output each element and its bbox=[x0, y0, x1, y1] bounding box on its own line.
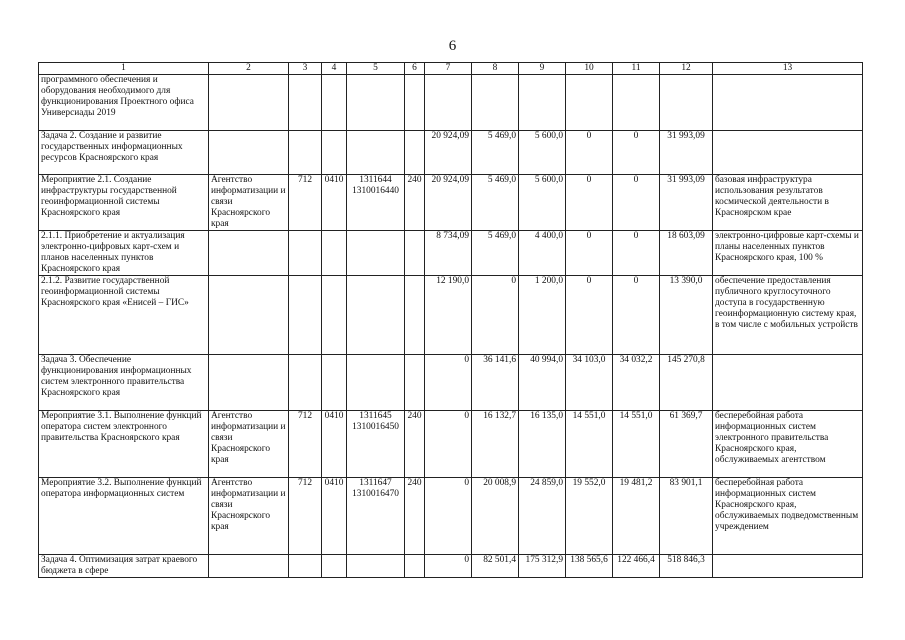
rzpr-code-cell bbox=[322, 555, 347, 578]
vr-code-cell bbox=[405, 231, 425, 276]
header-cell: 9 bbox=[519, 63, 566, 75]
amount-cell bbox=[566, 75, 613, 131]
vr-code-cell bbox=[405, 276, 425, 355]
grbs-code-cell bbox=[289, 555, 322, 578]
amount-cell: 34 103,0 bbox=[566, 355, 613, 411]
amount-cell: 175 312,9 bbox=[519, 555, 566, 578]
amount-cell: 0 bbox=[566, 276, 613, 355]
amount-cell: 0 bbox=[472, 276, 519, 355]
csr-code-cell: 1311647 1310016470 bbox=[347, 478, 405, 555]
csr-code-cell bbox=[347, 75, 405, 131]
amount-cell: 0 bbox=[613, 231, 660, 276]
amount-cell: 0 bbox=[566, 231, 613, 276]
grbs-code-cell bbox=[289, 75, 322, 131]
amount-cell: 0 bbox=[613, 131, 660, 175]
header-cell: 10 bbox=[566, 63, 613, 75]
amount-cell: 4 400,0 bbox=[519, 231, 566, 276]
amount-cell: 82 501,4 bbox=[472, 555, 519, 578]
table-row bbox=[39, 175, 863, 231]
total-cell: 61 369,7 bbox=[660, 411, 713, 478]
amount-cell: 19 552,0 bbox=[566, 478, 613, 555]
amount-cell: 0 bbox=[425, 355, 472, 411]
task-name-cell: 2.1.2. Развитие государственной геоинформационной системы Красноярского края «Енисей – ГИС» bbox=[39, 276, 209, 355]
expected-result-cell: обеспечение предоставления публичного круглосуточного доступа в государственную геоинформационную систему края, в том числе с мобильных устройств bbox=[713, 276, 863, 355]
amount-cell: 0 bbox=[566, 131, 613, 175]
csr-code-cell: 1311644 1310016440 bbox=[347, 175, 405, 231]
budget-table bbox=[38, 62, 863, 578]
task-name-cell: программного обеспечения и оборудования необходимого для функционирования Проектного офиса Универсиады 2019 bbox=[39, 75, 209, 131]
rzpr-code-cell bbox=[322, 355, 347, 411]
amount-cell: 122 466,4 bbox=[613, 555, 660, 578]
task-name-cell: Мероприятие 2.1. Создание инфраструктуры государственной геоинформационной системы Красноярского края bbox=[39, 175, 209, 231]
amount-cell: 0 bbox=[425, 411, 472, 478]
header-cell: 3 bbox=[289, 63, 322, 75]
amount-cell: 24 859,0 bbox=[519, 478, 566, 555]
amount-cell: 5 469,0 bbox=[472, 175, 519, 231]
rzpr-code-cell bbox=[322, 231, 347, 276]
expected-result-cell bbox=[713, 555, 863, 578]
executor-cell bbox=[209, 131, 289, 175]
amount-cell: 5 600,0 bbox=[519, 175, 566, 231]
vr-code-cell bbox=[405, 355, 425, 411]
rzpr-code-cell bbox=[322, 276, 347, 355]
total-cell: 13 390,0 bbox=[660, 276, 713, 355]
amount-cell bbox=[613, 75, 660, 131]
grbs-code-cell: 712 bbox=[289, 411, 322, 478]
rzpr-code-cell: 0410 bbox=[322, 411, 347, 478]
amount-cell: 5 600,0 bbox=[519, 131, 566, 175]
total-cell bbox=[660, 75, 713, 131]
expected-result-cell bbox=[713, 355, 863, 411]
csr-code-cell bbox=[347, 231, 405, 276]
executor-cell: Агентство информатизации и связи Красноярского края bbox=[209, 411, 289, 478]
amount-cell: 5 469,0 bbox=[472, 231, 519, 276]
amount-cell: 19 481,2 bbox=[613, 478, 660, 555]
table-row bbox=[39, 75, 863, 131]
amount-cell: 8 734,09 bbox=[425, 231, 472, 276]
csr-code-cell: 1311645 1310016450 bbox=[347, 411, 405, 478]
task-name-cell: Задача 3. Обеспечение функционирования информационных систем электронного правительства Красноярского края bbox=[39, 355, 209, 411]
executor-cell: Агентство информатизации и связи Красноярского края bbox=[209, 478, 289, 555]
vr-code-cell: 240 bbox=[405, 175, 425, 231]
expected-result-cell: бесперебойная работа информационных систем электронного правительства Красноярского края, обслуживаемых агентством bbox=[713, 411, 863, 478]
rzpr-code-cell: 0410 bbox=[322, 478, 347, 555]
csr-code-cell bbox=[347, 131, 405, 175]
rzpr-code-cell: 0410 bbox=[322, 175, 347, 231]
task-name-cell: Мероприятие 3.2. Выполнение функций оператора информационных систем bbox=[39, 478, 209, 555]
amount-cell: 0 bbox=[566, 175, 613, 231]
header-cell: 2 bbox=[209, 63, 289, 75]
amount-cell: 5 469,0 bbox=[472, 131, 519, 175]
amount-cell: 12 190,0 bbox=[425, 276, 472, 355]
executor-cell bbox=[209, 276, 289, 355]
task-name-cell: Мероприятие 3.1. Выполнение функций оператора систем электронного правительства Красноярского края bbox=[39, 411, 209, 478]
task-name-cell: Задача 2. Создание и развитие государственных информационных ресурсов Красноярского края bbox=[39, 131, 209, 175]
executor-cell bbox=[209, 555, 289, 578]
grbs-code-cell bbox=[289, 355, 322, 411]
amount-cell: 0 bbox=[613, 276, 660, 355]
amount-cell: 40 994,0 bbox=[519, 355, 566, 411]
total-cell: 518 846,3 bbox=[660, 555, 713, 578]
amount-cell: 14 551,0 bbox=[566, 411, 613, 478]
grbs-code-cell bbox=[289, 276, 322, 355]
header-cell: 7 bbox=[425, 63, 472, 75]
header-cell: 8 bbox=[472, 63, 519, 75]
executor-cell bbox=[209, 355, 289, 411]
header-cell: 13 bbox=[713, 63, 863, 75]
amount-cell: 0 bbox=[425, 555, 472, 578]
amount-cell bbox=[519, 75, 566, 131]
header-row bbox=[39, 63, 863, 75]
page-number: 6 bbox=[448, 38, 457, 54]
expected-result-cell: бесперебойная работа информационных систем Красноярского края, обслуживаемых подведомственным учреждением bbox=[713, 478, 863, 555]
table-row bbox=[39, 231, 863, 276]
rzpr-code-cell bbox=[322, 75, 347, 131]
csr-code-cell bbox=[347, 555, 405, 578]
amount-cell: 20 924,09 bbox=[425, 175, 472, 231]
rzpr-code-cell bbox=[322, 131, 347, 175]
amount-cell: 14 551,0 bbox=[613, 411, 660, 478]
amount-cell bbox=[472, 75, 519, 131]
header-cell: 1 bbox=[39, 63, 209, 75]
vr-code-cell bbox=[405, 555, 425, 578]
executor-cell bbox=[209, 231, 289, 276]
vr-code-cell: 240 bbox=[405, 411, 425, 478]
amount-cell: 1 200,0 bbox=[519, 276, 566, 355]
table-row bbox=[39, 131, 863, 175]
vr-code-cell bbox=[405, 75, 425, 131]
total-cell: 31 993,09 bbox=[660, 175, 713, 231]
header-cell: 6 bbox=[405, 63, 425, 75]
total-cell: 18 603,09 bbox=[660, 231, 713, 276]
expected-result-cell: базовая инфраструктура использования результатов космической деятельности в Красноярском крае bbox=[713, 175, 863, 231]
table-row bbox=[39, 555, 863, 578]
amount-cell: 34 032,2 bbox=[613, 355, 660, 411]
amount-cell: 0 bbox=[425, 478, 472, 555]
amount-cell: 20 008,9 bbox=[472, 478, 519, 555]
header-cell: 4 bbox=[322, 63, 347, 75]
executor-cell bbox=[209, 75, 289, 131]
amount-cell: 16 135,0 bbox=[519, 411, 566, 478]
executor-cell: Агентство информатизации и связи Красноярского края bbox=[209, 175, 289, 231]
header-cell: 12 bbox=[660, 63, 713, 75]
amount-cell: 0 bbox=[613, 175, 660, 231]
vr-code-cell bbox=[405, 131, 425, 175]
vr-code-cell: 240 bbox=[405, 478, 425, 555]
table-row bbox=[39, 411, 863, 478]
expected-result-cell bbox=[713, 131, 863, 175]
csr-code-cell bbox=[347, 355, 405, 411]
header-cell: 11 bbox=[613, 63, 660, 75]
grbs-code-cell: 712 bbox=[289, 175, 322, 231]
total-cell: 145 270,8 bbox=[660, 355, 713, 411]
table-row bbox=[39, 355, 863, 411]
amount-cell bbox=[425, 75, 472, 131]
grbs-code-cell: 712 bbox=[289, 478, 322, 555]
header-cell: 5 bbox=[347, 63, 405, 75]
expected-result-cell: электронно-цифровые карт-схемы и планы населенных пунктов Красноярского края, 100 % bbox=[713, 231, 863, 276]
table-row bbox=[39, 276, 863, 355]
table-row bbox=[39, 478, 863, 555]
task-name-cell: 2.1.1. Приобретение и актуализация электронно-цифровых карт-схем и планов населенных пунктов Красноярского края bbox=[39, 231, 209, 276]
total-cell: 31 993,09 bbox=[660, 131, 713, 175]
grbs-code-cell bbox=[289, 231, 322, 276]
expected-result-cell bbox=[713, 75, 863, 131]
amount-cell: 20 924,09 bbox=[425, 131, 472, 175]
task-name-cell: Задача 4. Оптимизация затрат краевого бюджета в сфере bbox=[39, 555, 209, 578]
csr-code-cell bbox=[347, 276, 405, 355]
amount-cell: 138 565,6 bbox=[566, 555, 613, 578]
amount-cell: 36 141,6 bbox=[472, 355, 519, 411]
amount-cell: 16 132,7 bbox=[472, 411, 519, 478]
grbs-code-cell bbox=[289, 131, 322, 175]
total-cell: 83 901,1 bbox=[660, 478, 713, 555]
